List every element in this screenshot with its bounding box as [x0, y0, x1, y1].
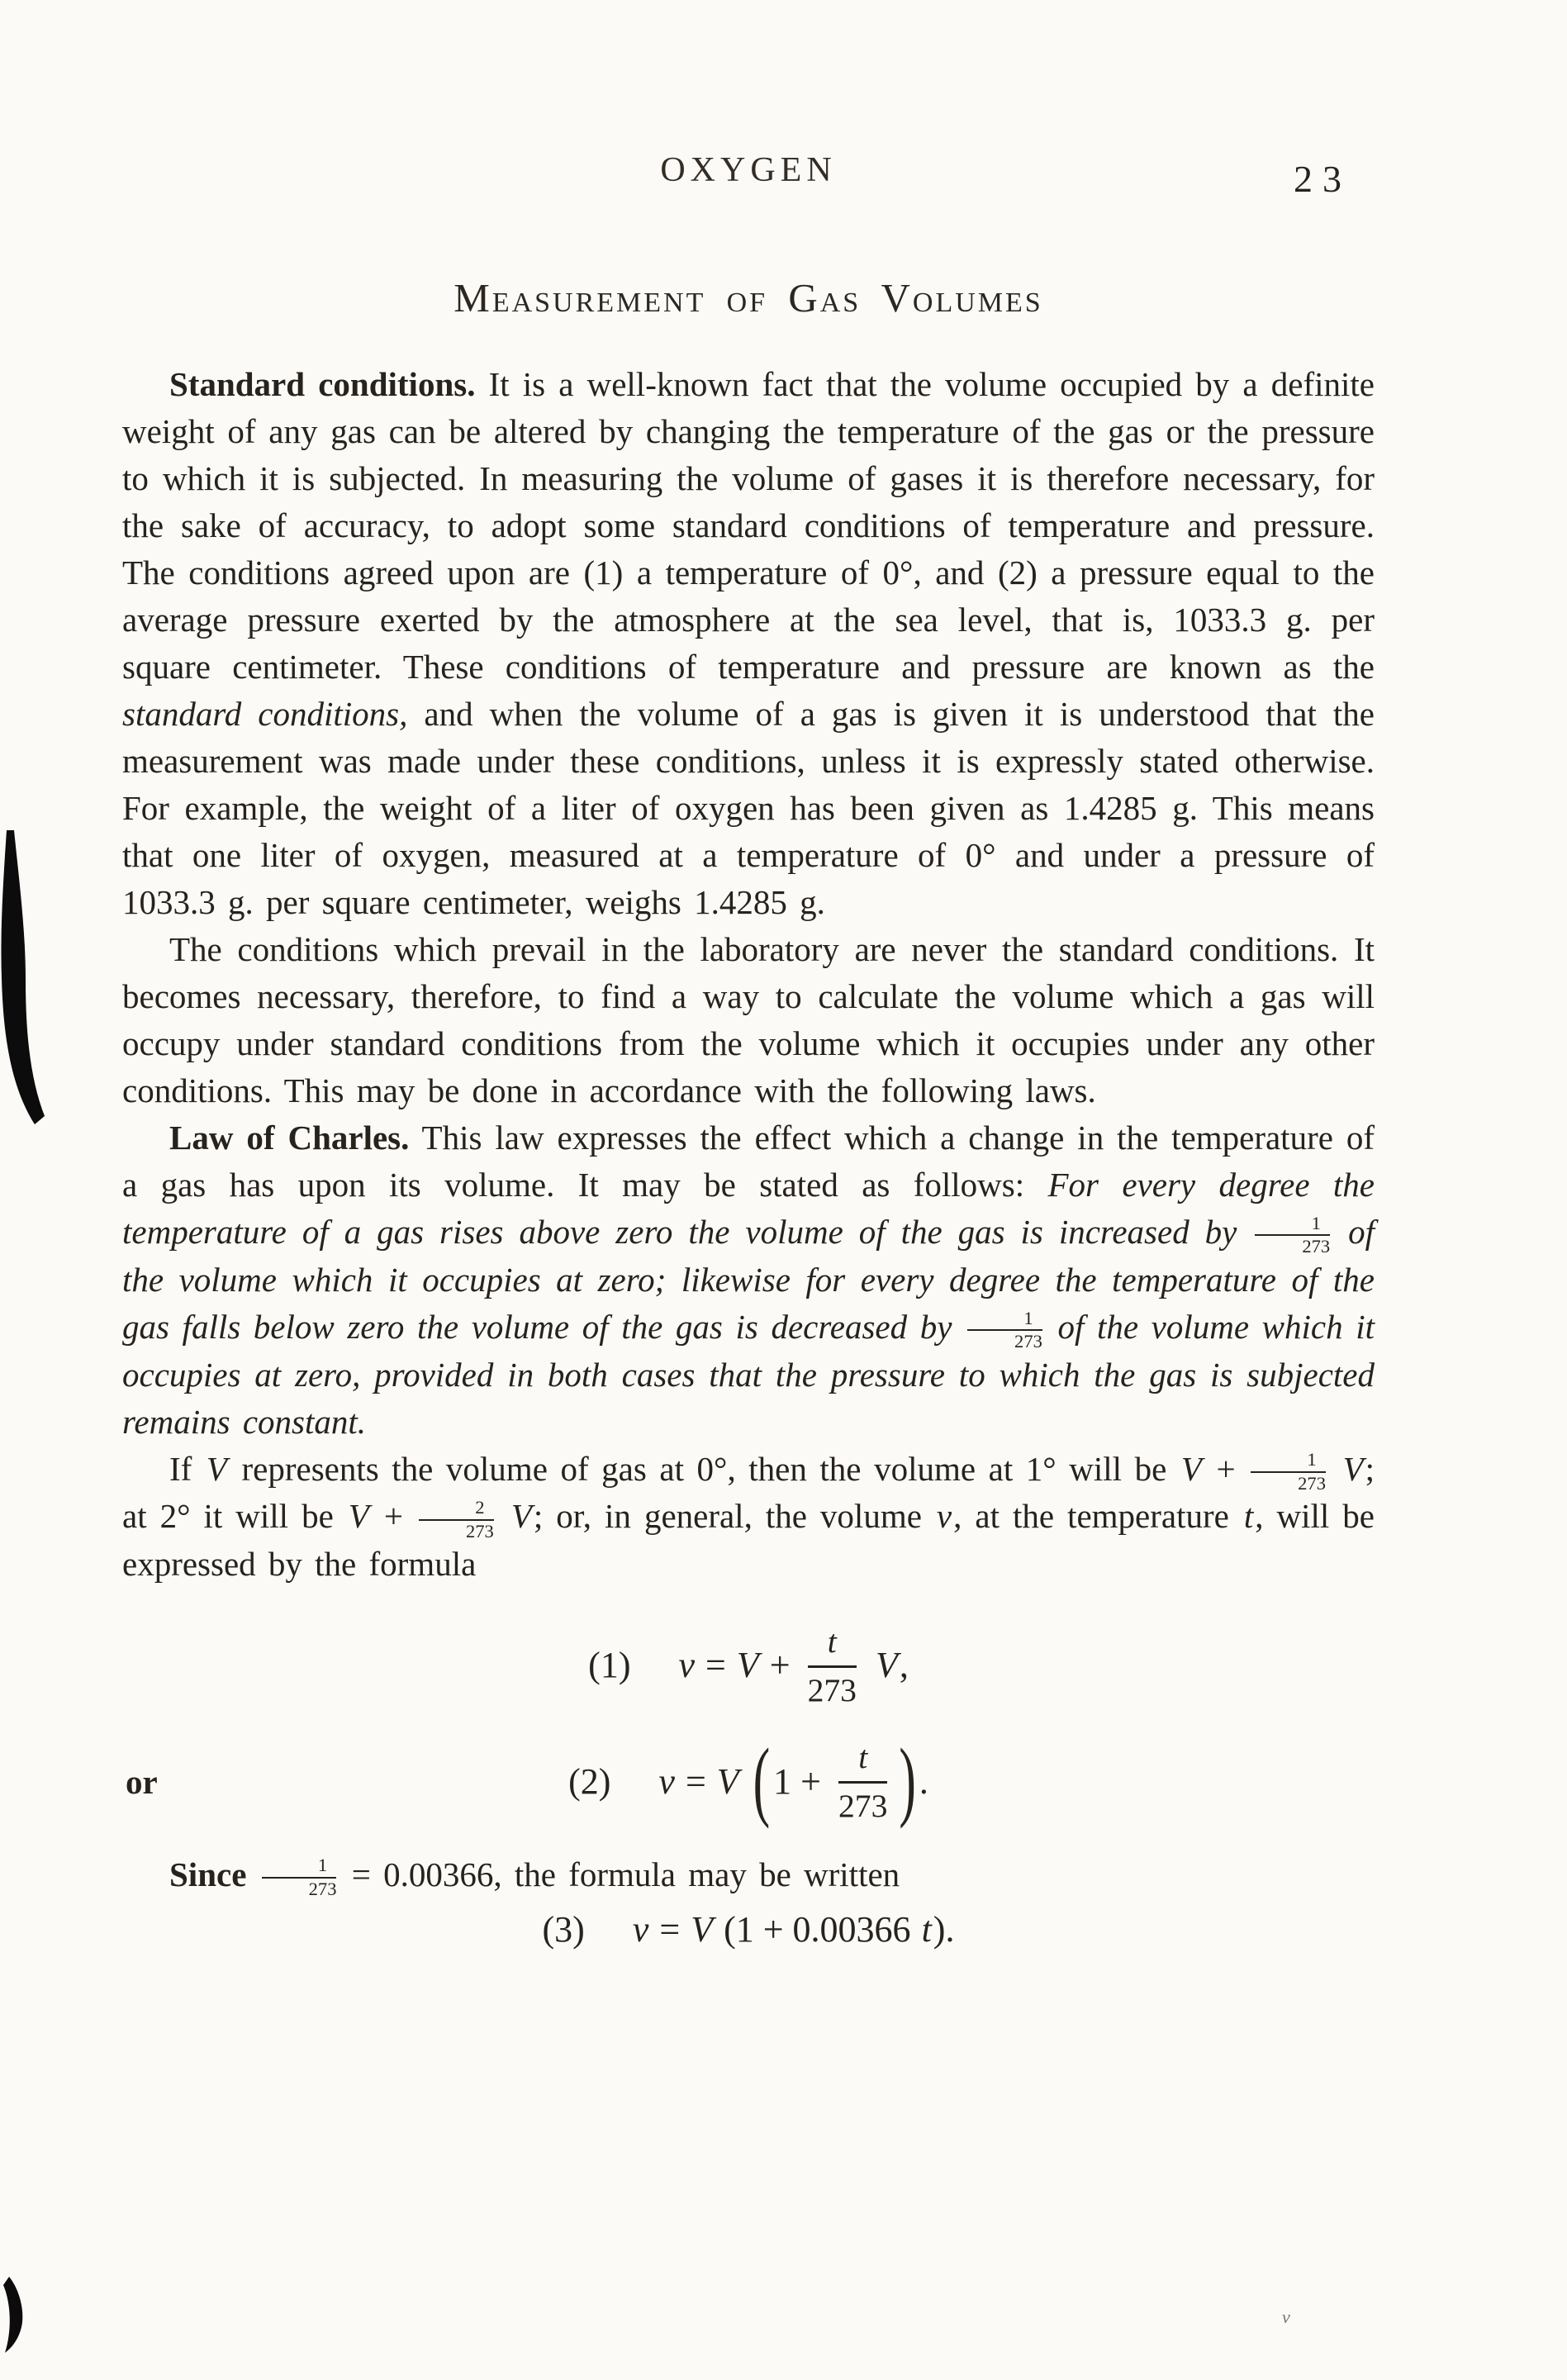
ink-blot-left-edge [0, 830, 53, 1133]
text-segment: standard conditions, [122, 695, 408, 733]
text-segment: . [919, 1760, 928, 1802]
text-segment: = [650, 1909, 690, 1950]
fraction: $\frac{2}{273}$ [419, 1499, 494, 1541]
text-segment [865, 1647, 874, 1684]
text-segment: V [348, 1497, 369, 1536]
text-segment: V [206, 1449, 227, 1488]
fraction: $\frac{1}{273}$ [1255, 1214, 1330, 1257]
text-segment: (2) [568, 1760, 611, 1802]
text-segment [1328, 1450, 1341, 1488]
text-segment: of the volume which it occupies at zero, provided in both cases that the pressure to which the gas is subjected remains constant. [122, 1307, 1375, 1441]
text-segment: and when the volume of a gas is given it is understood that the measurement was made under these conditions, unless it is expressly stated otherwise. For example, the weight of a liter of oxygen has been given as 1.4285 g. This means that one liter of oxygen, measured at a temperature of 0° and under a pressure of 1033.3 g. per square centimeter, weighs 1.4285 g. [122, 695, 1375, 921]
text-segment: , at the temperature [953, 1497, 1242, 1536]
text-segment: , will be expressed by the formula [122, 1497, 1375, 1584]
print-speck: v [1282, 2306, 1290, 2327]
text-segment: v [936, 1497, 952, 1536]
paragraph-standard-conditions [122, 361, 1375, 926]
text-segment: 1 + [773, 1760, 830, 1802]
text-segment: represents the volume of gas at 0°, then the volume at 1° will be [228, 1449, 1180, 1488]
text-segment: + [370, 1497, 416, 1536]
equation-1 [122, 1624, 1375, 1707]
text-segment: + [1203, 1449, 1249, 1488]
text-segment: = [676, 1760, 715, 1802]
text-segment: v [678, 1645, 696, 1686]
equation-2 [122, 1731, 1375, 1830]
paragraph-formula-intro [122, 1446, 1375, 1589]
text-segment: This law expresses the effect which a change in the temperature of a gas has upon its volume. It may be stated as follows: [122, 1119, 1375, 1204]
fraction: $\frac{t}{273}$ [807, 1623, 857, 1708]
text-segment: For every degree the temperature of a gas rises above zero the volume of the gas is increased by [122, 1166, 1375, 1251]
text-segment: It is a well-known fact that the volume occupied by a definite weight of any gas can be altered by changing the temperature of the gas or the pressure to which it is subjected. In measuring the volume of gases it is therefore necessary, for the sake of accuracy, to adopt some standard conditions of temperature and pressure. The conditions agreed upon are (1) a temperature of 0°, and (2) a pressure equal to the average pressure exerted by the atmosphere at the sea level, that is, 1033.3 g. per square centimeter. These conditions of temperature and pressure are known as the [122, 365, 1375, 686]
text-segment: ) [899, 1731, 916, 1830]
text-segment: v [632, 1909, 649, 1950]
text-segment: ( [753, 1731, 771, 1830]
or-label: or [126, 1762, 158, 1801]
text-segment [741, 1764, 750, 1800]
text-segment: , [899, 1645, 909, 1686]
text-segment: of the volume which it occupies at zero; likewise for every degree the temperature of the gas falls below zero the volume of the gas is decreased by [122, 1213, 1375, 1346]
text-segment: V [1342, 1449, 1364, 1488]
text-segment: = [696, 1645, 735, 1686]
text-segment: V [736, 1645, 759, 1686]
page-content [122, 150, 1375, 1948]
text-segment: ). [933, 1909, 955, 1950]
ink-blot-bottom-left [3, 2277, 31, 2353]
text-segment: Standard conditions. [169, 365, 476, 403]
text-segment: + [760, 1645, 800, 1686]
paragraph-law-of-charles [122, 1114, 1375, 1446]
page-number: 23 [1294, 158, 1351, 200]
text-segment: Since [169, 1855, 259, 1893]
text-segment: Law of Charles. [169, 1119, 410, 1157]
equation-2-block [122, 1731, 1375, 1830]
text-segment: v [658, 1760, 675, 1802]
text-segment: t [1243, 1497, 1254, 1536]
text-segment: V [716, 1760, 739, 1802]
section-heading: Measurement of Gas Volumes [453, 275, 1043, 321]
running-head: OXYGEN [660, 151, 837, 189]
fraction: $\frac{1}{273}$ [967, 1309, 1042, 1352]
text-segment: The conditions which prevail in the laboratory are never the standard conditions. It becomes necessary, therefore, to find a way to calculate the volume which a gas will occupy under standard conditions from the volume which it occupies under any other conditions. This may be done in accordance with the following laws. [122, 930, 1375, 1109]
text-segment: (1) [588, 1645, 631, 1686]
text-segment [496, 1497, 510, 1535]
text-segment: V [691, 1909, 714, 1950]
equation-3 [122, 1909, 1375, 1950]
fraction: $\frac{t}{273}$ [838, 1739, 888, 1825]
text-segment: ; or, in general, the volume [533, 1497, 935, 1536]
text-segment: V [510, 1497, 532, 1536]
paragraph-laboratory-conditions [122, 926, 1375, 1114]
fraction: $\frac{1}{273}$ [262, 1856, 337, 1898]
paragraph-since [122, 1851, 1375, 1899]
text-segment: = 0.00366, the formula may be written [339, 1855, 900, 1893]
text-segment: If [169, 1449, 205, 1488]
text-segment: V [875, 1645, 898, 1686]
page-header [122, 150, 1375, 205]
text-segment: t [921, 1909, 932, 1950]
text-segment: V [1180, 1449, 1202, 1488]
text-segment: ; at 2° it will be [122, 1449, 1375, 1536]
fraction: $\frac{1}{273}$ [1251, 1451, 1326, 1493]
text-segment: (1 + 0.00366 [715, 1909, 920, 1950]
text-segment: (3) [542, 1909, 585, 1950]
